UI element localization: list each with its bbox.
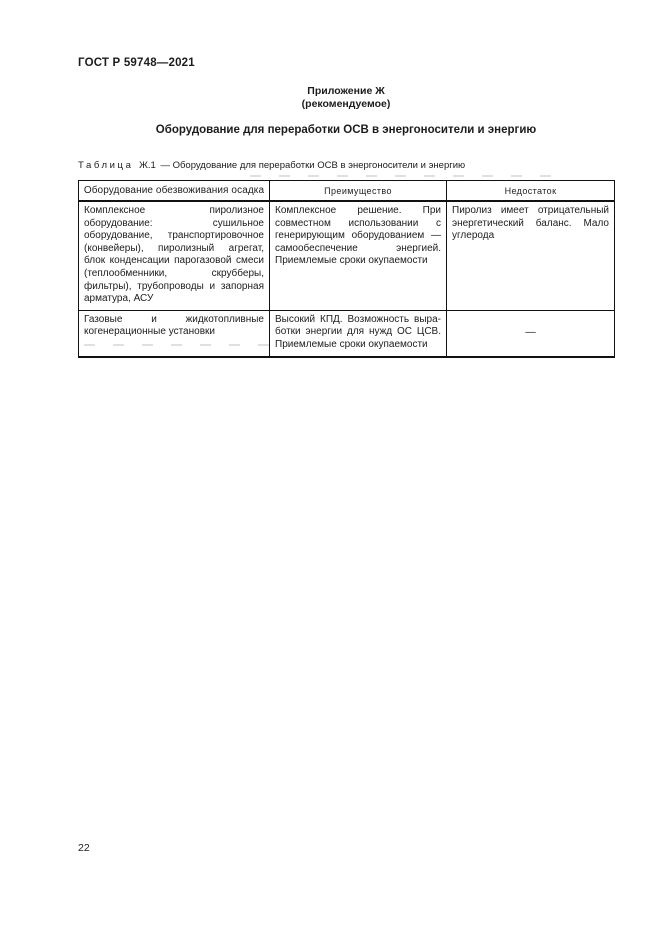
column-header-equipment: Оборудование обезвоживания осадка bbox=[79, 181, 270, 202]
cell-equipment-text: Газовые и жидкотопливные когенерационные установки bbox=[84, 313, 264, 338]
cell-advantage-text: Комплексное решение. При совместном использовании с генерирующим оборудованием — самообеспечение энергией. Приемлемые сроки окупаемости bbox=[275, 205, 441, 267]
cell-advantage bbox=[270, 201, 447, 310]
cell-disadvantage-dash: — bbox=[447, 310, 615, 356]
table-caption-number: Ж.1 bbox=[139, 160, 156, 171]
cell-equipment-text: Комплексное пиролизное оборудование: сушильное оборудование, транспортировочное (конвейеры), пиролизный агрегат, блок конденсации парогазовой смеси (теплообменники, скрубберы, фильтры), трубопроводы и запорная арматура, АСУ bbox=[84, 205, 264, 305]
table-caption-text: — Оборудование для переработки ОСВ в энергоносители и энергию bbox=[160, 160, 466, 171]
column-header-disadvantage: Недостаток bbox=[447, 181, 615, 202]
table-header bbox=[79, 181, 615, 202]
section-title: Оборудование для переработки ОСВ в энергоносители и энергию bbox=[155, 124, 537, 136]
scan-artifact-top bbox=[250, 175, 560, 177]
standard-number: ГОСТ Р 59748—2021 bbox=[78, 57, 195, 69]
equipment-table bbox=[78, 180, 615, 358]
table-row bbox=[79, 310, 615, 356]
cell-disadvantage bbox=[447, 201, 615, 310]
appendix-heading bbox=[78, 85, 614, 111]
page-number: 22 bbox=[78, 842, 90, 854]
appendix-title: Приложение Ж bbox=[307, 85, 385, 97]
column-header-advantage: Преимущество bbox=[270, 181, 447, 202]
cell-equipment bbox=[79, 310, 270, 356]
table-body bbox=[79, 201, 615, 357]
cell-advantage-text: Высокий КПД. Возможность выработки энергии для нужд ОС ЦСВ. Приемлемые сроки окупаемости bbox=[275, 313, 441, 350]
cell-advantage bbox=[270, 310, 447, 356]
table-caption-label: Таблица bbox=[78, 160, 134, 171]
table-row bbox=[79, 201, 615, 310]
appendix-subtitle: (рекомендуемое) bbox=[301, 98, 391, 110]
table-header-row bbox=[79, 181, 615, 202]
table-caption bbox=[78, 160, 614, 171]
cell-equipment bbox=[79, 201, 270, 310]
cell-disadvantage-text: Пиролиз имеет отрицательный энергетический баланс. Мало углерода bbox=[452, 205, 609, 242]
